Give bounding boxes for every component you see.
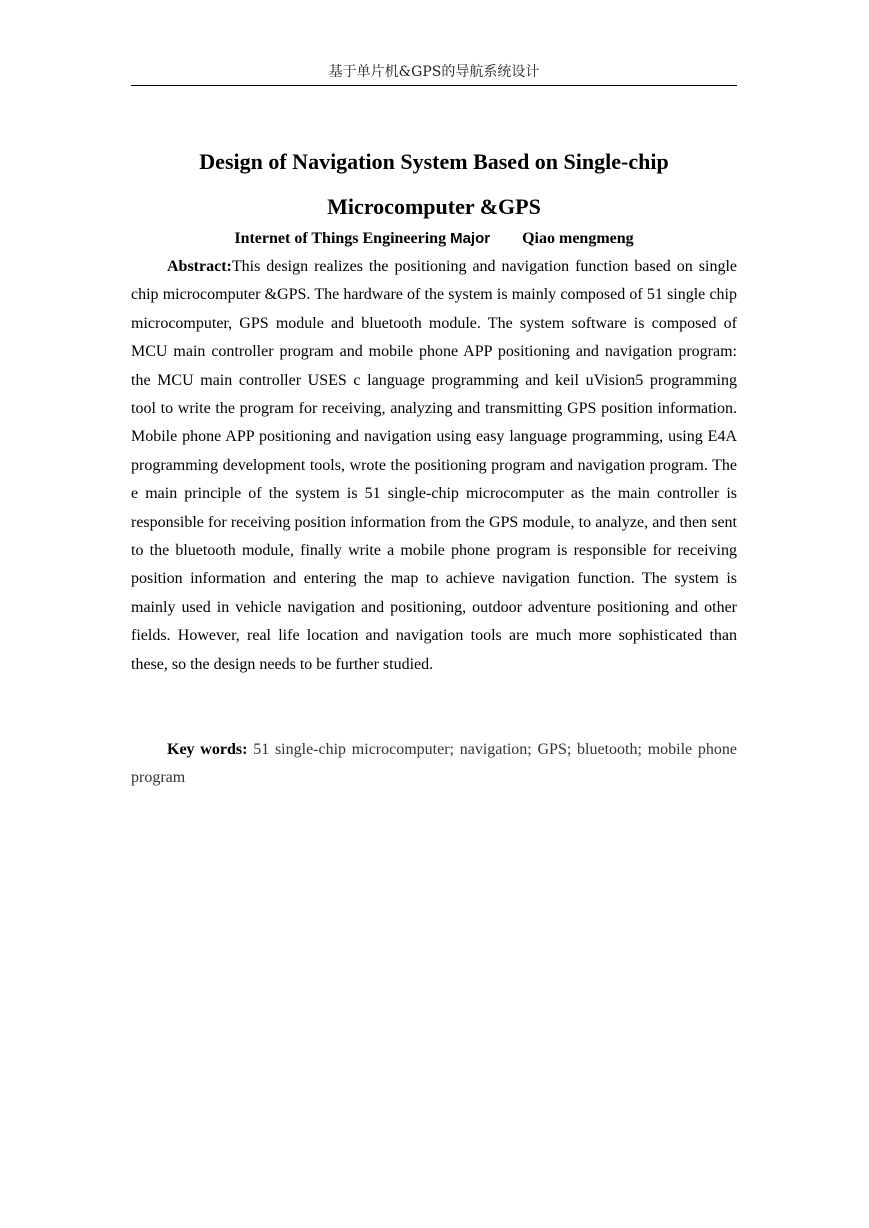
paper-title-line-2: Microcomputer &GPS bbox=[327, 194, 541, 219]
paper-title bbox=[131, 139, 737, 229]
author-name: Qiao mengmeng bbox=[522, 230, 634, 247]
header-divider bbox=[131, 85, 737, 86]
keywords-text: 51 single-chip microcomputer; navigation; GPS; bluetooth; mobile phone program bbox=[131, 741, 738, 787]
major-name: Internet of Things Engineering bbox=[234, 230, 447, 247]
abstract-paragraph bbox=[131, 253, 737, 679]
running-header: 基于单片机&GPS的导航系统设计 bbox=[328, 64, 540, 80]
keywords-label: Key words: bbox=[167, 741, 248, 758]
major-label: Major bbox=[450, 230, 491, 247]
abstract-text: This design realizes the positioning and navigation function based on single chip microcomputer &GPS. The hardware of the system is mainly composed of 51 single chip microcomputer, GPS module and bluetooth module. The system software is composed of MCU main controller program and mobile phone APP positioning and navigation program: the MCU main controller USES c language programming and keil uVision5 programming tool to write the program for receiving, analyzing and transmitting GPS position information. Mobile phone APP positioning and navigation using easy language programming, using E4A programming development tools, wrote the positioning program and navigation program. The e main principle of the system is 51 single-chip microcomputer as the main controller is responsible for receiving position information from the GPS module, to analyze, and then sent to the bluetooth module, finally write a mobile phone program is responsible for receiving position information and entering the map to achieve navigation function. The system is mainly used in vehicle navigation and positioning, outdoor adventure positioning and other fields. However, real life location and navigation tools are much more sophisticated than these, so the design needs to be further studied. bbox=[131, 258, 737, 673]
paper-title-line-1: Design of Navigation System Based on Single-chip bbox=[199, 149, 669, 174]
author-byline bbox=[131, 228, 737, 250]
keywords-paragraph bbox=[131, 736, 737, 793]
abstract-label: Abstract: bbox=[167, 258, 232, 275]
